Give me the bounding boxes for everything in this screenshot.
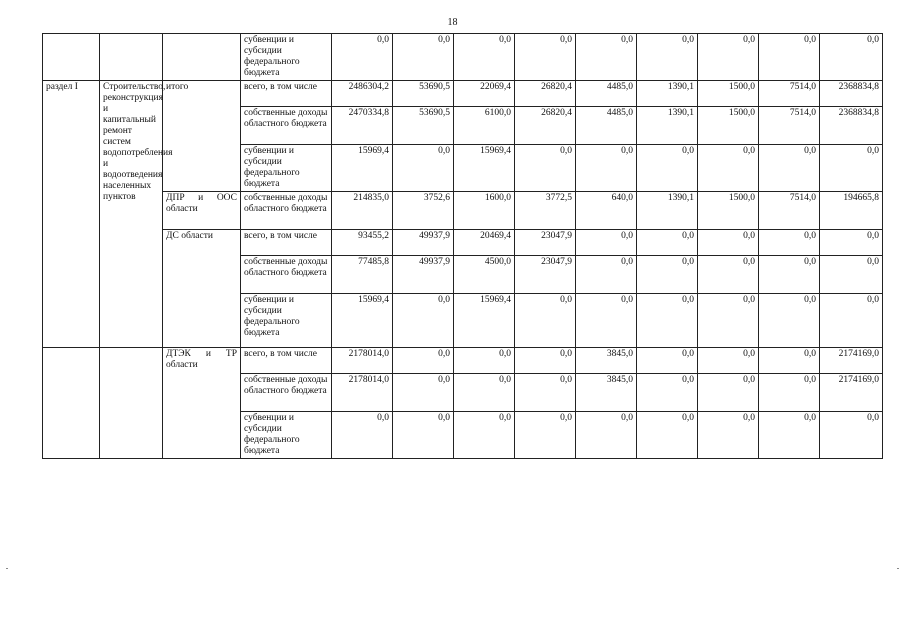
value-cell: 77485,8	[332, 256, 393, 294]
value-cell: 1600,0	[454, 192, 515, 230]
value-cell: 0,0	[393, 294, 454, 348]
description-cell-empty	[100, 34, 163, 81]
value-cell: 0,0	[637, 294, 698, 348]
funding-type-cell: собственные доходы областного бюджета	[241, 192, 332, 230]
value-cell: 0,0	[515, 145, 576, 192]
value-cell: 15969,4	[332, 294, 393, 348]
value-cell: 0,0	[576, 230, 637, 256]
value-cell: 3752,6	[393, 192, 454, 230]
value-cell: 6100,0	[454, 107, 515, 145]
value-cell: 0,0	[759, 230, 820, 256]
table-row	[43, 348, 883, 374]
page-number: 18	[447, 17, 458, 28]
table-row	[43, 192, 883, 230]
value-cell: 1500,0	[698, 192, 759, 230]
value-cell: 0,0	[820, 256, 883, 294]
value-cell: 15969,4	[454, 145, 515, 192]
value-cell: 2486304,2	[332, 81, 393, 107]
section-label: раздел I	[43, 81, 100, 348]
value-cell: 53690,5	[393, 107, 454, 145]
value-cell: 194665,8	[820, 192, 883, 230]
value-cell: 0,0	[576, 256, 637, 294]
value-cell: 0,0	[393, 34, 454, 81]
value-cell: 0,0	[576, 294, 637, 348]
budget-table	[42, 33, 883, 459]
value-cell: 0,0	[332, 412, 393, 459]
value-cell: 0,0	[759, 348, 820, 374]
value-cell: 2470334,8	[332, 107, 393, 145]
value-cell: 0,0	[393, 348, 454, 374]
value-cell: 1500,0	[698, 81, 759, 107]
group-label: итого	[163, 81, 241, 192]
value-cell: 1500,0	[698, 107, 759, 145]
scan-speck	[6, 568, 8, 569]
value-cell: 93455,2	[332, 230, 393, 256]
funding-type-cell: всего, в том числе	[241, 81, 332, 107]
value-cell: 23047,9	[515, 230, 576, 256]
value-cell: 0,0	[698, 256, 759, 294]
value-cell: 0,0	[637, 256, 698, 294]
value-cell: 1390,1	[637, 107, 698, 145]
section-description: Строительство, реконструкция и капитальный ремонт систем водопотребления и водоотведения населенных пунктов	[100, 81, 163, 348]
value-cell: 0,0	[637, 34, 698, 81]
value-cell: 0,0	[515, 348, 576, 374]
value-cell: 0,0	[576, 412, 637, 459]
value-cell: 0,0	[332, 34, 393, 81]
funding-type-cell: субвенции и субсидии федерального бюджета	[241, 145, 332, 192]
value-cell: 0,0	[637, 348, 698, 374]
value-cell: 0,0	[454, 348, 515, 374]
value-cell: 0,0	[820, 294, 883, 348]
value-cell: 0,0	[698, 412, 759, 459]
table-body	[43, 34, 883, 459]
table-row	[43, 230, 883, 256]
value-cell: 4485,0	[576, 81, 637, 107]
value-cell: 0,0	[820, 230, 883, 256]
value-cell: 7514,0	[759, 107, 820, 145]
value-cell: 26820,4	[515, 81, 576, 107]
value-cell: 15969,4	[454, 294, 515, 348]
value-cell: 1390,1	[637, 81, 698, 107]
value-cell: 0,0	[698, 374, 759, 412]
funding-type-cell: всего, в том числе	[241, 230, 332, 256]
funding-type-cell: субвенции и субсидии федерального бюджета	[241, 34, 332, 81]
group-label: ДС области	[163, 230, 241, 348]
value-cell: 2178014,0	[332, 374, 393, 412]
value-cell: 0,0	[515, 412, 576, 459]
value-cell: 2174169,0	[820, 374, 883, 412]
value-cell: 7514,0	[759, 81, 820, 107]
funding-type-cell: собственные доходы областного бюджета	[241, 256, 332, 294]
value-cell: 0,0	[393, 412, 454, 459]
group-cell-empty	[163, 34, 241, 81]
value-cell: 0,0	[820, 34, 883, 81]
value-cell: 0,0	[637, 412, 698, 459]
value-cell: 0,0	[759, 145, 820, 192]
value-cell: 0,0	[637, 145, 698, 192]
value-cell: 4500,0	[454, 256, 515, 294]
funding-type-cell: собственные доходы областного бюджета	[241, 374, 332, 412]
value-cell: 3772,5	[515, 192, 576, 230]
value-cell: 0,0	[698, 34, 759, 81]
value-cell: 640,0	[576, 192, 637, 230]
value-cell: 0,0	[515, 34, 576, 81]
value-cell: 0,0	[820, 412, 883, 459]
section-cell-empty	[43, 348, 100, 459]
value-cell: 23047,9	[515, 256, 576, 294]
value-cell: 0,0	[454, 34, 515, 81]
value-cell: 0,0	[454, 412, 515, 459]
value-cell: 49937,9	[393, 256, 454, 294]
value-cell: 214835,0	[332, 192, 393, 230]
value-cell: 20469,4	[454, 230, 515, 256]
value-cell: 4485,0	[576, 107, 637, 145]
value-cell: 1390,1	[637, 192, 698, 230]
value-cell: 2368834,8	[820, 107, 883, 145]
value-cell: 0,0	[515, 294, 576, 348]
value-cell: 0,0	[759, 34, 820, 81]
value-cell: 0,0	[637, 374, 698, 412]
value-cell: 7514,0	[759, 192, 820, 230]
value-cell: 2174169,0	[820, 348, 883, 374]
table-row	[43, 34, 883, 81]
value-cell: 0,0	[759, 412, 820, 459]
group-label: ДПР и ООС области	[163, 192, 241, 230]
value-cell: 0,0	[698, 348, 759, 374]
value-cell: 2368834,8	[820, 81, 883, 107]
funding-type-cell: субвенции и субсидии федерального бюджета	[241, 412, 332, 459]
value-cell: 22069,4	[454, 81, 515, 107]
value-cell: 49937,9	[393, 230, 454, 256]
value-cell: 0,0	[698, 230, 759, 256]
value-cell: 0,0	[820, 145, 883, 192]
value-cell: 0,0	[759, 374, 820, 412]
value-cell: 0,0	[759, 294, 820, 348]
value-cell: 0,0	[393, 145, 454, 192]
value-cell: 0,0	[637, 230, 698, 256]
value-cell: 26820,4	[515, 107, 576, 145]
value-cell: 3845,0	[576, 374, 637, 412]
scan-speck	[897, 568, 899, 569]
value-cell: 2178014,0	[332, 348, 393, 374]
value-cell: 0,0	[759, 256, 820, 294]
value-cell: 0,0	[698, 145, 759, 192]
value-cell: 0,0	[576, 34, 637, 81]
value-cell: 15969,4	[332, 145, 393, 192]
value-cell: 0,0	[393, 374, 454, 412]
value-cell: 3845,0	[576, 348, 637, 374]
table-row	[43, 81, 883, 107]
funding-type-cell: всего, в том числе	[241, 348, 332, 374]
value-cell: 53690,5	[393, 81, 454, 107]
section-cell-empty	[43, 34, 100, 81]
value-cell: 0,0	[576, 145, 637, 192]
group-label: ДТЭК и ТР области	[163, 348, 241, 459]
funding-type-cell: субвенции и субсидии федерального бюджета	[241, 294, 332, 348]
value-cell: 0,0	[698, 294, 759, 348]
value-cell: 0,0	[515, 374, 576, 412]
value-cell: 0,0	[454, 374, 515, 412]
description-cell-empty	[100, 348, 163, 459]
funding-type-cell: собственные доходы областного бюджета	[241, 107, 332, 145]
